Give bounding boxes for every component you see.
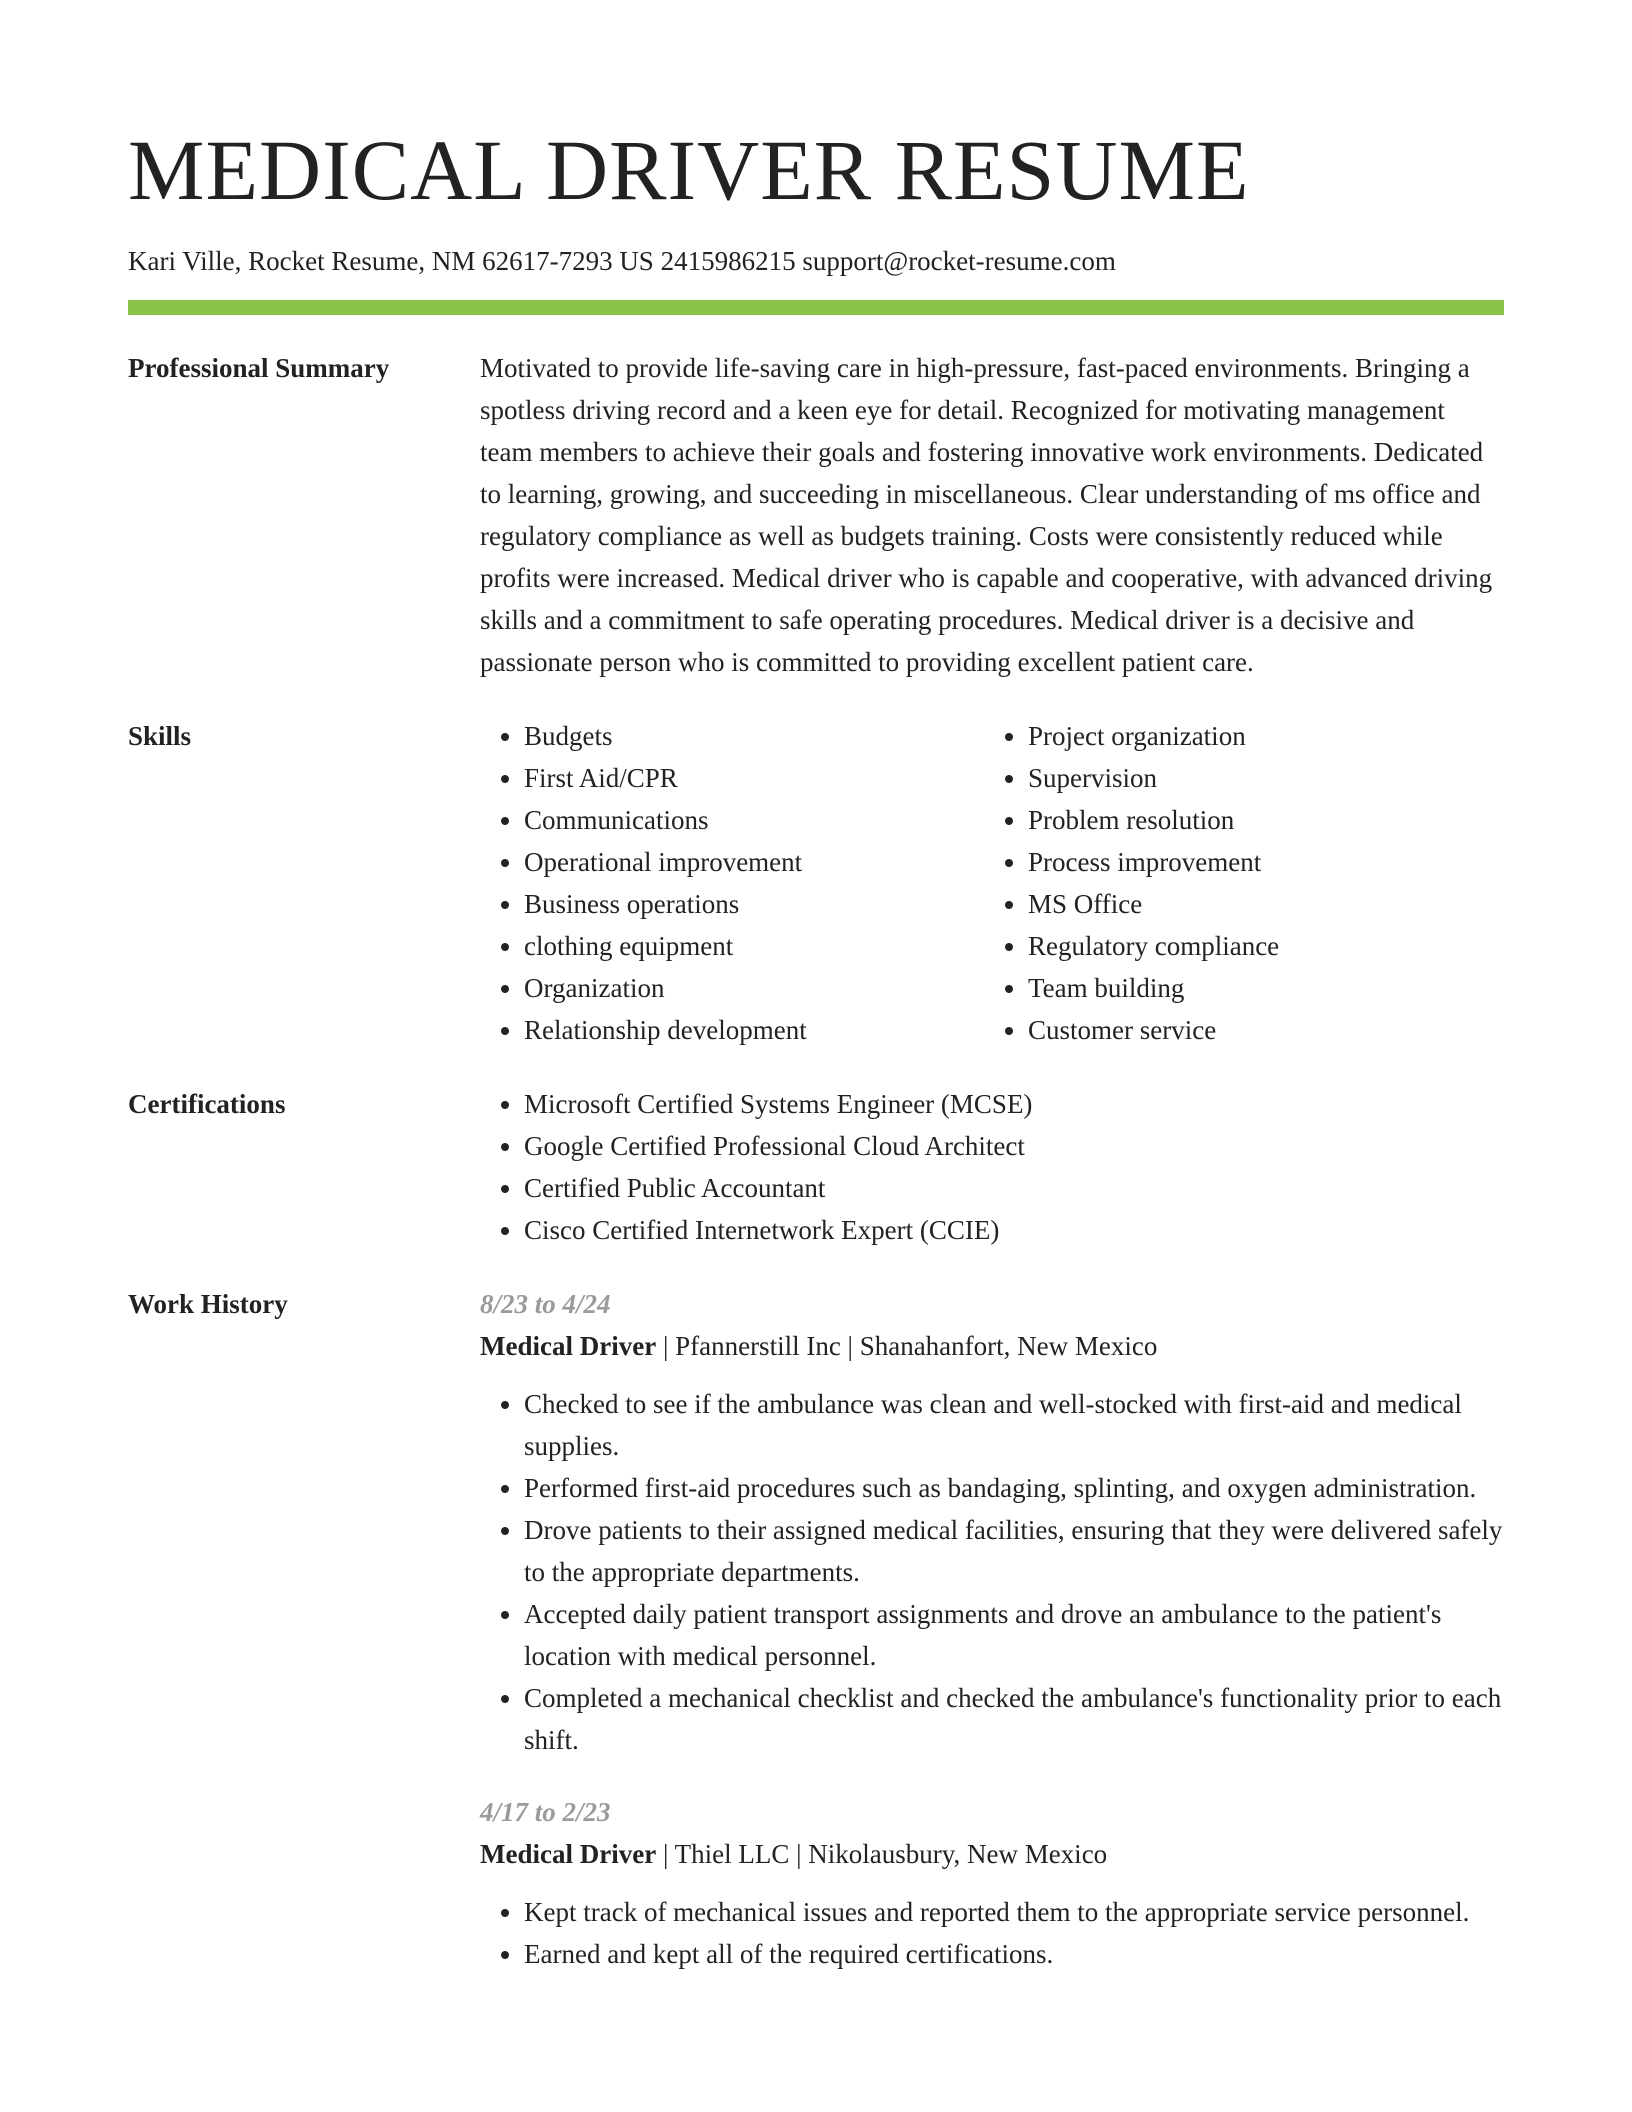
skill-item: • Project organization: [1028, 715, 1504, 757]
skill-item: • clothing equipment: [524, 925, 984, 967]
job-bullet: • Checked to see if the ambulance was clean and well-stocked with first-aid and medical supplies.: [524, 1383, 1504, 1467]
skill-item: • Supervision: [1028, 757, 1504, 799]
job-bullet: • Drove patients to their assigned medical facilities, ensuring that they were delivered safely to the appropriate departments.: [524, 1509, 1504, 1593]
certification-item: • Cisco Certified Internetwork Expert (CCIE): [524, 1209, 1504, 1251]
job-details: | Pfannerstill Inc | Shanahanfort, New Mexico: [656, 1331, 1158, 1361]
section-label-work-history: Work History: [128, 1289, 288, 1319]
job-bullet: • Completed a mechanical checklist and checked the ambulance's functionality prior to each shift.: [524, 1677, 1504, 1761]
job-bullets: [480, 1383, 1504, 1761]
skill-item: • Communications: [524, 799, 984, 841]
job-dates: 4/17 to 2/23: [480, 1797, 611, 1827]
resume-title: MEDICAL DRIVER RESUME: [128, 122, 1250, 218]
resume-page: [128, 0, 1504, 2005]
certifications-list: [480, 1083, 1504, 1251]
skill-item: • Process improvement: [1028, 841, 1504, 883]
skills-list-right: [984, 715, 1504, 1051]
certifications-section: [128, 1083, 1504, 1251]
summary-text: Motivated to provide life-saving care in high-pressure, fast-paced environments. Bringing a spotless driving record and a keen eye for detail. Recognized for motivating management team members to achieve their goals and fostering innovative work environments. Dedicated to learning, growing, and succeeding in miscellaneous. Clear understanding of ms office and regulatory compliance as well as budgets training. Costs were consistently reduced while profits were increased. Medical driver who is capable and cooperative, with advanced driving skills and a commitment to safe operating procedures. Medical driver is a decisive and passionate person who is committed to providing excellent patient care.: [480, 353, 1493, 677]
job-heading: [480, 1325, 1504, 1367]
skill-item: • Problem resolution: [1028, 799, 1504, 841]
job-dates: 8/23 to 4/24: [480, 1289, 611, 1319]
contact-line: Kari Ville, Rocket Resume, NM 62617-7293 US 2415986215 support@rocket-resume.com: [128, 246, 1116, 276]
skill-item: • First Aid/CPR: [524, 757, 984, 799]
job-title: Medical Driver: [480, 1839, 657, 1869]
section-label-skills: Skills: [128, 721, 192, 751]
certification-item: • Google Certified Professional Cloud Architect: [524, 1125, 1504, 1167]
skill-item: • Relationship development: [524, 1009, 984, 1051]
certification-item: • Microsoft Certified Systems Engineer (MCSE): [524, 1083, 1504, 1125]
job-bullet: • Kept track of mechanical issues and reported them to the appropriate service personnel.: [524, 1891, 1504, 1933]
job-bullet: • Earned and kept all of the required certifications.: [524, 1933, 1504, 1975]
skills-section: [128, 715, 1504, 1051]
skill-item: • MS Office: [1028, 883, 1504, 925]
job-details: | Thiel LLC | Nikolausbury, New Mexico: [656, 1839, 1108, 1869]
certification-item: • Certified Public Accountant: [524, 1167, 1504, 1209]
job-bullet: • Performed first-aid procedures such as bandaging, splinting, and oxygen administration.: [524, 1467, 1504, 1509]
job-entry: [480, 1791, 1504, 1975]
section-label-summary: Professional Summary: [128, 353, 390, 383]
skill-item: • Regulatory compliance: [1028, 925, 1504, 967]
accent-divider: [128, 300, 1504, 315]
skill-item: • Organization: [524, 967, 984, 1009]
summary-section: [128, 347, 1504, 683]
skills-list-left: [480, 715, 984, 1051]
job-title: Medical Driver: [480, 1331, 657, 1361]
section-label-certifications: Certifications: [128, 1089, 286, 1119]
skill-item: • Customer service: [1028, 1009, 1504, 1051]
job-bullet: • Accepted daily patient transport assignments and drove an ambulance to the patient's location with medical personnel.: [524, 1593, 1504, 1677]
job-bullets: [480, 1891, 1504, 1975]
skill-item: • Budgets: [524, 715, 984, 757]
skill-item: • Operational improvement: [524, 841, 984, 883]
job-entry: [480, 1283, 1504, 1761]
job-heading: [480, 1833, 1504, 1875]
skill-item: • Team building: [1028, 967, 1504, 1009]
work-history-section: [128, 1283, 1504, 2005]
skill-item: • Business operations: [524, 883, 984, 925]
